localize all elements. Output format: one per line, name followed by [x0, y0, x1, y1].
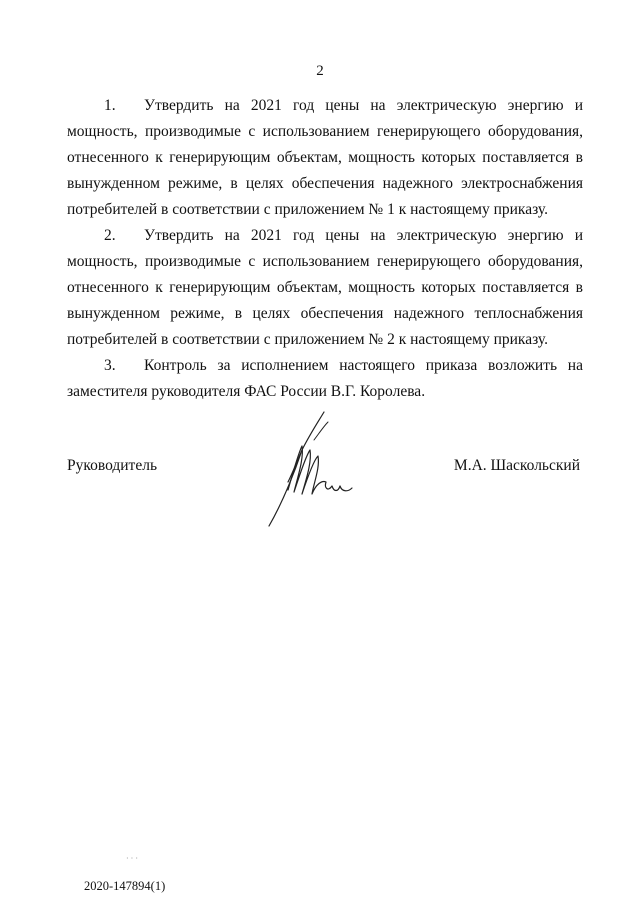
- handwritten-signature: [262, 410, 372, 530]
- paragraph-number: 3.: [104, 357, 116, 374]
- paragraph-3: [67, 353, 583, 405]
- paragraph-number: 1.: [104, 97, 116, 114]
- paragraph-text: Утвердить на 2021 год цены на электрическую энергию и мощность, производимые с использованием генерирующего оборудования, отнесенного к генерирующим объектам, мощность которых поставляется в вынужденном режиме, в целях обеспечения надежного теплоснабжения потребителей в соответствии с приложением № 2 к настоящему приказу.: [67, 227, 583, 348]
- paragraph-number: 2.: [104, 227, 116, 244]
- document-id: 2020-147894(1): [84, 879, 166, 893]
- signer-title: Руководитель: [67, 457, 158, 474]
- page-number: 2: [316, 63, 324, 79]
- paragraph-text: Контроль за исполнением настоящего приказа возложить на заместителя руководителя ФАС России В.Г. Королева.: [67, 357, 583, 400]
- paragraph-1: [67, 93, 583, 223]
- signer-name: М.А. Шаскольский: [453, 457, 580, 474]
- scan-artifact: · · ·: [126, 854, 138, 863]
- paragraph-2: [67, 223, 583, 353]
- paragraph-text: Утвердить на 2021 год цены на электрическую энергию и мощность, производимые с использованием генерирующего оборудования, отнесенного к генерирующим объектам, мощность которых поставляется в вынужденном режиме, в целях обеспечения надежного электроснабжения потребителей в соответствии с приложением № 1 к настоящему приказу.: [67, 97, 583, 218]
